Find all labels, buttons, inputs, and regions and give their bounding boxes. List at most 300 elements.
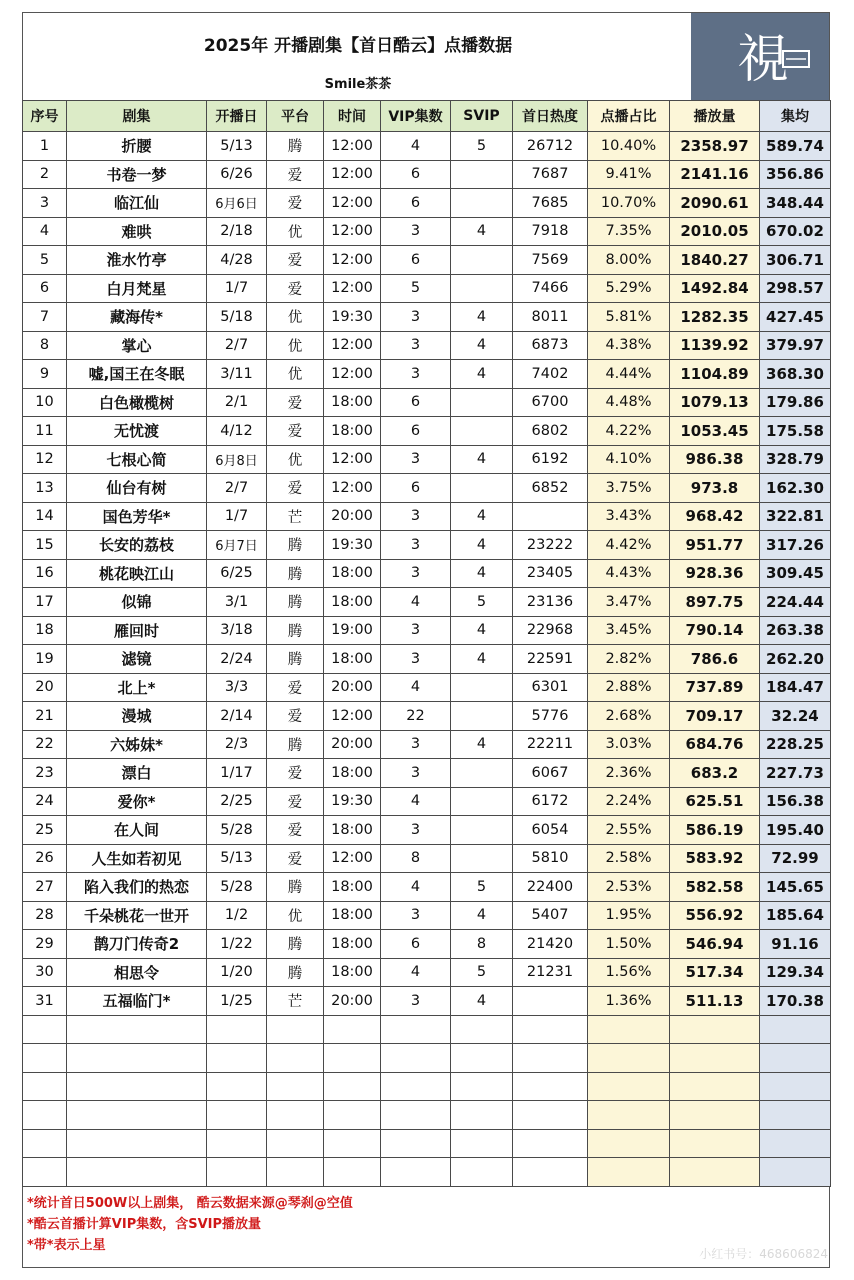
empty-cell	[588, 1158, 670, 1187]
cell-plays: 2090.61	[670, 189, 760, 218]
empty-cell	[381, 1015, 451, 1044]
empty-cell	[670, 1101, 760, 1130]
cell-time: 18:00	[324, 559, 381, 588]
empty-cell	[760, 1101, 831, 1130]
cell-platform: 腾	[267, 930, 324, 959]
cell-platform: 爱	[267, 702, 324, 731]
cell-date: 6月6日	[207, 189, 267, 218]
cell-name: 千朵桃花一世开	[67, 901, 207, 930]
cell-svip: 4	[451, 502, 513, 531]
cell-date: 5/28	[207, 816, 267, 845]
cell-ratio: 4.22%	[588, 417, 670, 446]
cell-ratio: 2.68%	[588, 702, 670, 731]
cell-svip	[451, 417, 513, 446]
empty-cell	[324, 1101, 381, 1130]
table-row	[23, 873, 831, 902]
cell-no: 23	[23, 759, 67, 788]
cell-vip: 3	[381, 445, 451, 474]
table-row	[23, 673, 831, 702]
cell-heat: 7918	[513, 217, 588, 246]
cell-name: 临江仙	[67, 189, 207, 218]
cell-no: 12	[23, 445, 67, 474]
cell-ratio: 1.56%	[588, 958, 670, 987]
table-row	[23, 160, 831, 189]
cell-name: 相思令	[67, 958, 207, 987]
empty-cell	[23, 1158, 67, 1187]
cell-date: 5/18	[207, 303, 267, 332]
empty-cell	[451, 1044, 513, 1073]
cell-vip: 3	[381, 303, 451, 332]
cell-avg: 32.24	[760, 702, 831, 731]
empty-row	[23, 1101, 831, 1130]
cell-name: 滤镜	[67, 645, 207, 674]
cell-platform: 腾	[267, 645, 324, 674]
cell-svip	[451, 160, 513, 189]
cell-heat: 5407	[513, 901, 588, 930]
table-row	[23, 901, 831, 930]
cell-avg: 91.16	[760, 930, 831, 959]
cell-time: 18:00	[324, 873, 381, 902]
cell-no: 5	[23, 246, 67, 275]
cell-svip	[451, 673, 513, 702]
cell-platform: 腾	[267, 873, 324, 902]
cell-plays: 737.89	[670, 673, 760, 702]
cell-vip: 3	[381, 331, 451, 360]
cell-svip: 4	[451, 531, 513, 560]
cell-time: 12:00	[324, 132, 381, 161]
watermark: 小红书号：468606824	[699, 1247, 828, 1261]
cell-ratio: 4.48%	[588, 388, 670, 417]
cell-date: 2/7	[207, 474, 267, 503]
cell-no: 2	[23, 160, 67, 189]
cell-avg: 309.45	[760, 559, 831, 588]
table-row	[23, 930, 831, 959]
cell-vip: 3	[381, 987, 451, 1016]
cell-no: 24	[23, 787, 67, 816]
cell-avg: 156.38	[760, 787, 831, 816]
cell-heat: 6873	[513, 331, 588, 360]
cell-platform: 优	[267, 331, 324, 360]
empty-cell	[513, 1072, 588, 1101]
cell-vip: 3	[381, 502, 451, 531]
col-header-plays: 播放量	[670, 101, 760, 132]
empty-cell	[267, 1129, 324, 1158]
cell-platform: 腾	[267, 616, 324, 645]
cell-time: 18:00	[324, 816, 381, 845]
cell-time: 12:00	[324, 160, 381, 189]
cell-svip	[451, 787, 513, 816]
cell-time: 18:00	[324, 388, 381, 417]
cell-platform: 腾	[267, 559, 324, 588]
cell-ratio: 5.81%	[588, 303, 670, 332]
cell-platform: 爱	[267, 474, 324, 503]
cell-time: 18:00	[324, 901, 381, 930]
cell-date: 3/18	[207, 616, 267, 645]
cell-vip: 8	[381, 844, 451, 873]
cell-date: 2/25	[207, 787, 267, 816]
cell-no: 22	[23, 730, 67, 759]
cell-platform: 爱	[267, 844, 324, 873]
cell-plays: 973.8	[670, 474, 760, 503]
cell-ratio: 4.42%	[588, 531, 670, 560]
cell-vip: 3	[381, 531, 451, 560]
table-row	[23, 388, 831, 417]
cell-heat: 7685	[513, 189, 588, 218]
cell-ratio: 8.00%	[588, 246, 670, 275]
cell-svip	[451, 274, 513, 303]
cell-vip: 4	[381, 873, 451, 902]
cell-heat: 7402	[513, 360, 588, 389]
cell-vip: 3	[381, 559, 451, 588]
cell-no: 8	[23, 331, 67, 360]
cell-date: 1/7	[207, 502, 267, 531]
cell-name: 漫城	[67, 702, 207, 731]
cell-time: 12:00	[324, 189, 381, 218]
cell-no: 9	[23, 360, 67, 389]
cell-plays: 897.75	[670, 588, 760, 617]
table-row	[23, 331, 831, 360]
cell-avg: 175.58	[760, 417, 831, 446]
cell-heat: 22591	[513, 645, 588, 674]
table-row	[23, 844, 831, 873]
cell-time: 18:00	[324, 759, 381, 788]
cell-vip: 6	[381, 189, 451, 218]
table-row	[23, 702, 831, 731]
col-header-platform: 平台	[267, 101, 324, 132]
cell-svip	[451, 388, 513, 417]
cell-avg: 328.79	[760, 445, 831, 474]
empty-cell	[207, 1044, 267, 1073]
cell-heat: 7687	[513, 160, 588, 189]
empty-cell	[451, 1101, 513, 1130]
cell-platform: 腾	[267, 531, 324, 560]
logo-glyph: 視	[737, 30, 790, 90]
empty-cell	[760, 1044, 831, 1073]
empty-cell	[324, 1072, 381, 1101]
cell-date: 2/1	[207, 388, 267, 417]
empty-cell	[513, 1015, 588, 1044]
empty-cell	[324, 1129, 381, 1158]
cell-avg: 195.40	[760, 816, 831, 845]
logo	[691, 13, 829, 100]
cell-name: 北上*	[67, 673, 207, 702]
cell-name: 爱你*	[67, 787, 207, 816]
cell-vip: 3	[381, 759, 451, 788]
cell-heat: 6802	[513, 417, 588, 446]
cell-no: 7	[23, 303, 67, 332]
cell-heat: 6301	[513, 673, 588, 702]
table-row	[23, 132, 831, 161]
table-row	[23, 474, 831, 503]
cell-ratio: 9.41%	[588, 160, 670, 189]
cell-svip: 4	[451, 559, 513, 588]
cell-plays: 709.17	[670, 702, 760, 731]
cell-date: 2/14	[207, 702, 267, 731]
cell-time: 12:00	[324, 331, 381, 360]
table-row	[23, 274, 831, 303]
empty-cell	[760, 1015, 831, 1044]
cell-ratio: 3.75%	[588, 474, 670, 503]
cell-heat: 7466	[513, 274, 588, 303]
cell-platform: 爱	[267, 246, 324, 275]
empty-cell	[451, 1072, 513, 1101]
col-header-heat: 首日热度	[513, 101, 588, 132]
empty-cell	[760, 1158, 831, 1187]
cell-svip: 4	[451, 303, 513, 332]
cell-name: 似锦	[67, 588, 207, 617]
cell-plays: 2141.16	[670, 160, 760, 189]
empty-cell	[588, 1101, 670, 1130]
empty-cell	[670, 1158, 760, 1187]
cell-platform: 优	[267, 901, 324, 930]
empty-cell	[760, 1072, 831, 1101]
empty-cell	[23, 1072, 67, 1101]
cell-heat: 7569	[513, 246, 588, 275]
cell-plays: 1492.84	[670, 274, 760, 303]
cell-plays: 1104.89	[670, 360, 760, 389]
cell-svip: 4	[451, 360, 513, 389]
cell-no: 6	[23, 274, 67, 303]
cell-avg: 356.86	[760, 160, 831, 189]
empty-cell	[67, 1129, 207, 1158]
cell-heat: 26712	[513, 132, 588, 161]
cell-vip: 3	[381, 360, 451, 389]
cell-svip: 4	[451, 901, 513, 930]
cell-vip: 6	[381, 417, 451, 446]
empty-cell	[67, 1158, 207, 1187]
cell-time: 12:00	[324, 217, 381, 246]
cell-svip	[451, 702, 513, 731]
cell-time: 19:30	[324, 787, 381, 816]
cell-no: 16	[23, 559, 67, 588]
cell-no: 14	[23, 502, 67, 531]
empty-cell	[670, 1129, 760, 1158]
cell-ratio: 2.82%	[588, 645, 670, 674]
cell-date: 6/26	[207, 160, 267, 189]
cell-platform: 爱	[267, 274, 324, 303]
cell-platform: 芒	[267, 987, 324, 1016]
cell-ratio: 2.55%	[588, 816, 670, 845]
cell-vip: 4	[381, 588, 451, 617]
cell-date: 1/2	[207, 901, 267, 930]
cell-name: 仙台有树	[67, 474, 207, 503]
empty-cell	[760, 1129, 831, 1158]
footnote: *带*表示上星	[27, 1237, 106, 1253]
empty-cell	[67, 1044, 207, 1073]
cell-name: 六姊妹*	[67, 730, 207, 759]
cell-avg: 72.99	[760, 844, 831, 873]
cell-no: 30	[23, 958, 67, 987]
cell-avg: 670.02	[760, 217, 831, 246]
cell-platform: 优	[267, 445, 324, 474]
cell-heat: 6192	[513, 445, 588, 474]
cell-plays: 951.77	[670, 531, 760, 560]
cell-plays: 1840.27	[670, 246, 760, 275]
cell-ratio: 4.10%	[588, 445, 670, 474]
cell-vip: 6	[381, 930, 451, 959]
cell-time: 12:00	[324, 702, 381, 731]
cell-avg: 348.44	[760, 189, 831, 218]
cell-name: 国色芳华*	[67, 502, 207, 531]
cell-svip: 5	[451, 588, 513, 617]
cell-name: 人生如若初见	[67, 844, 207, 873]
col-header-name: 剧集	[67, 101, 207, 132]
cell-vip: 3	[381, 645, 451, 674]
cell-name: 七根心简	[67, 445, 207, 474]
cell-avg: 228.25	[760, 730, 831, 759]
cell-time: 20:00	[324, 730, 381, 759]
table-row	[23, 502, 831, 531]
empty-cell	[67, 1015, 207, 1044]
cell-time: 20:00	[324, 987, 381, 1016]
cell-vip: 3	[381, 616, 451, 645]
cell-date: 2/24	[207, 645, 267, 674]
table-row	[23, 645, 831, 674]
empty-cell	[381, 1044, 451, 1073]
cell-avg: 185.64	[760, 901, 831, 930]
cell-ratio: 2.36%	[588, 759, 670, 788]
cell-heat: 6172	[513, 787, 588, 816]
cell-svip	[451, 474, 513, 503]
cell-time: 20:00	[324, 673, 381, 702]
empty-cell	[207, 1015, 267, 1044]
cell-date: 3/3	[207, 673, 267, 702]
cell-time: 18:00	[324, 930, 381, 959]
empty-cell	[324, 1158, 381, 1187]
cell-date: 6/25	[207, 559, 267, 588]
cell-svip	[451, 246, 513, 275]
cell-name: 漂白	[67, 759, 207, 788]
cell-name: 鹊刀门传奇2	[67, 930, 207, 959]
cell-ratio: 10.70%	[588, 189, 670, 218]
cell-plays: 625.51	[670, 787, 760, 816]
cell-date: 1/17	[207, 759, 267, 788]
cell-heat: 6054	[513, 816, 588, 845]
cell-svip: 4	[451, 730, 513, 759]
cell-svip	[451, 759, 513, 788]
cell-avg: 170.38	[760, 987, 831, 1016]
cell-heat	[513, 987, 588, 1016]
cell-plays: 1282.35	[670, 303, 760, 332]
cell-plays: 583.92	[670, 844, 760, 873]
empty-cell	[670, 1015, 760, 1044]
cell-vip: 5	[381, 274, 451, 303]
table-row	[23, 246, 831, 275]
cell-plays: 790.14	[670, 616, 760, 645]
cell-svip	[451, 844, 513, 873]
cell-no: 25	[23, 816, 67, 845]
cell-name: 书卷一梦	[67, 160, 207, 189]
cell-name: 五福临门*	[67, 987, 207, 1016]
cell-vip: 4	[381, 958, 451, 987]
table-row	[23, 303, 831, 332]
cell-plays: 683.2	[670, 759, 760, 788]
cell-plays: 1079.13	[670, 388, 760, 417]
table-row	[23, 217, 831, 246]
cell-plays: 928.36	[670, 559, 760, 588]
cell-time: 19:00	[324, 616, 381, 645]
cell-time: 12:00	[324, 246, 381, 275]
cell-avg: 322.81	[760, 502, 831, 531]
empty-row	[23, 1072, 831, 1101]
cell-heat: 6067	[513, 759, 588, 788]
cell-date: 2/7	[207, 331, 267, 360]
cell-time: 20:00	[324, 502, 381, 531]
cell-heat: 23136	[513, 588, 588, 617]
cell-date: 2/18	[207, 217, 267, 246]
cell-date: 5/13	[207, 844, 267, 873]
cell-name: 白色橄榄树	[67, 388, 207, 417]
table-row	[23, 559, 831, 588]
cell-heat: 23222	[513, 531, 588, 560]
cell-heat: 22211	[513, 730, 588, 759]
cell-heat: 22968	[513, 616, 588, 645]
table-row	[23, 531, 831, 560]
cell-vip: 6	[381, 474, 451, 503]
cell-platform: 腾	[267, 132, 324, 161]
cell-svip: 4	[451, 987, 513, 1016]
col-header-ratio: 点播占比	[588, 101, 670, 132]
table-row	[23, 987, 831, 1016]
cell-date: 5/13	[207, 132, 267, 161]
sheet-header	[22, 12, 830, 100]
cell-no: 15	[23, 531, 67, 560]
table-row	[23, 958, 831, 987]
empty-row	[23, 1158, 831, 1187]
empty-cell	[23, 1015, 67, 1044]
cell-svip: 8	[451, 930, 513, 959]
cell-date: 6月8日	[207, 445, 267, 474]
empty-cell	[381, 1129, 451, 1158]
cell-name: 桃花映江山	[67, 559, 207, 588]
cell-avg: 129.34	[760, 958, 831, 987]
cell-vip: 22	[381, 702, 451, 731]
cell-svip: 4	[451, 616, 513, 645]
cell-vip: 4	[381, 673, 451, 702]
cell-svip: 5	[451, 132, 513, 161]
cell-time: 18:00	[324, 645, 381, 674]
empty-cell	[207, 1158, 267, 1187]
cell-platform: 腾	[267, 588, 324, 617]
cell-platform: 爱	[267, 388, 324, 417]
empty-cell	[324, 1044, 381, 1073]
cell-avg: 379.97	[760, 331, 831, 360]
cell-no: 19	[23, 645, 67, 674]
empty-cell	[267, 1158, 324, 1187]
empty-row	[23, 1044, 831, 1073]
table-row	[23, 189, 831, 218]
cell-platform: 优	[267, 303, 324, 332]
cell-vip: 3	[381, 730, 451, 759]
cell-time: 12:00	[324, 360, 381, 389]
cell-platform: 芒	[267, 502, 324, 531]
cell-plays: 1139.92	[670, 331, 760, 360]
cell-date: 5/28	[207, 873, 267, 902]
cell-platform: 爱	[267, 816, 324, 845]
cell-svip: 5	[451, 873, 513, 902]
cell-heat: 5810	[513, 844, 588, 873]
empty-cell	[267, 1072, 324, 1101]
empty-cell	[588, 1129, 670, 1158]
cell-avg: 145.65	[760, 873, 831, 902]
cell-platform: 优	[267, 217, 324, 246]
cell-plays: 511.13	[670, 987, 760, 1016]
cell-no: 1	[23, 132, 67, 161]
cell-avg: 427.45	[760, 303, 831, 332]
cell-date: 4/12	[207, 417, 267, 446]
cell-avg: 298.57	[760, 274, 831, 303]
cell-no: 28	[23, 901, 67, 930]
